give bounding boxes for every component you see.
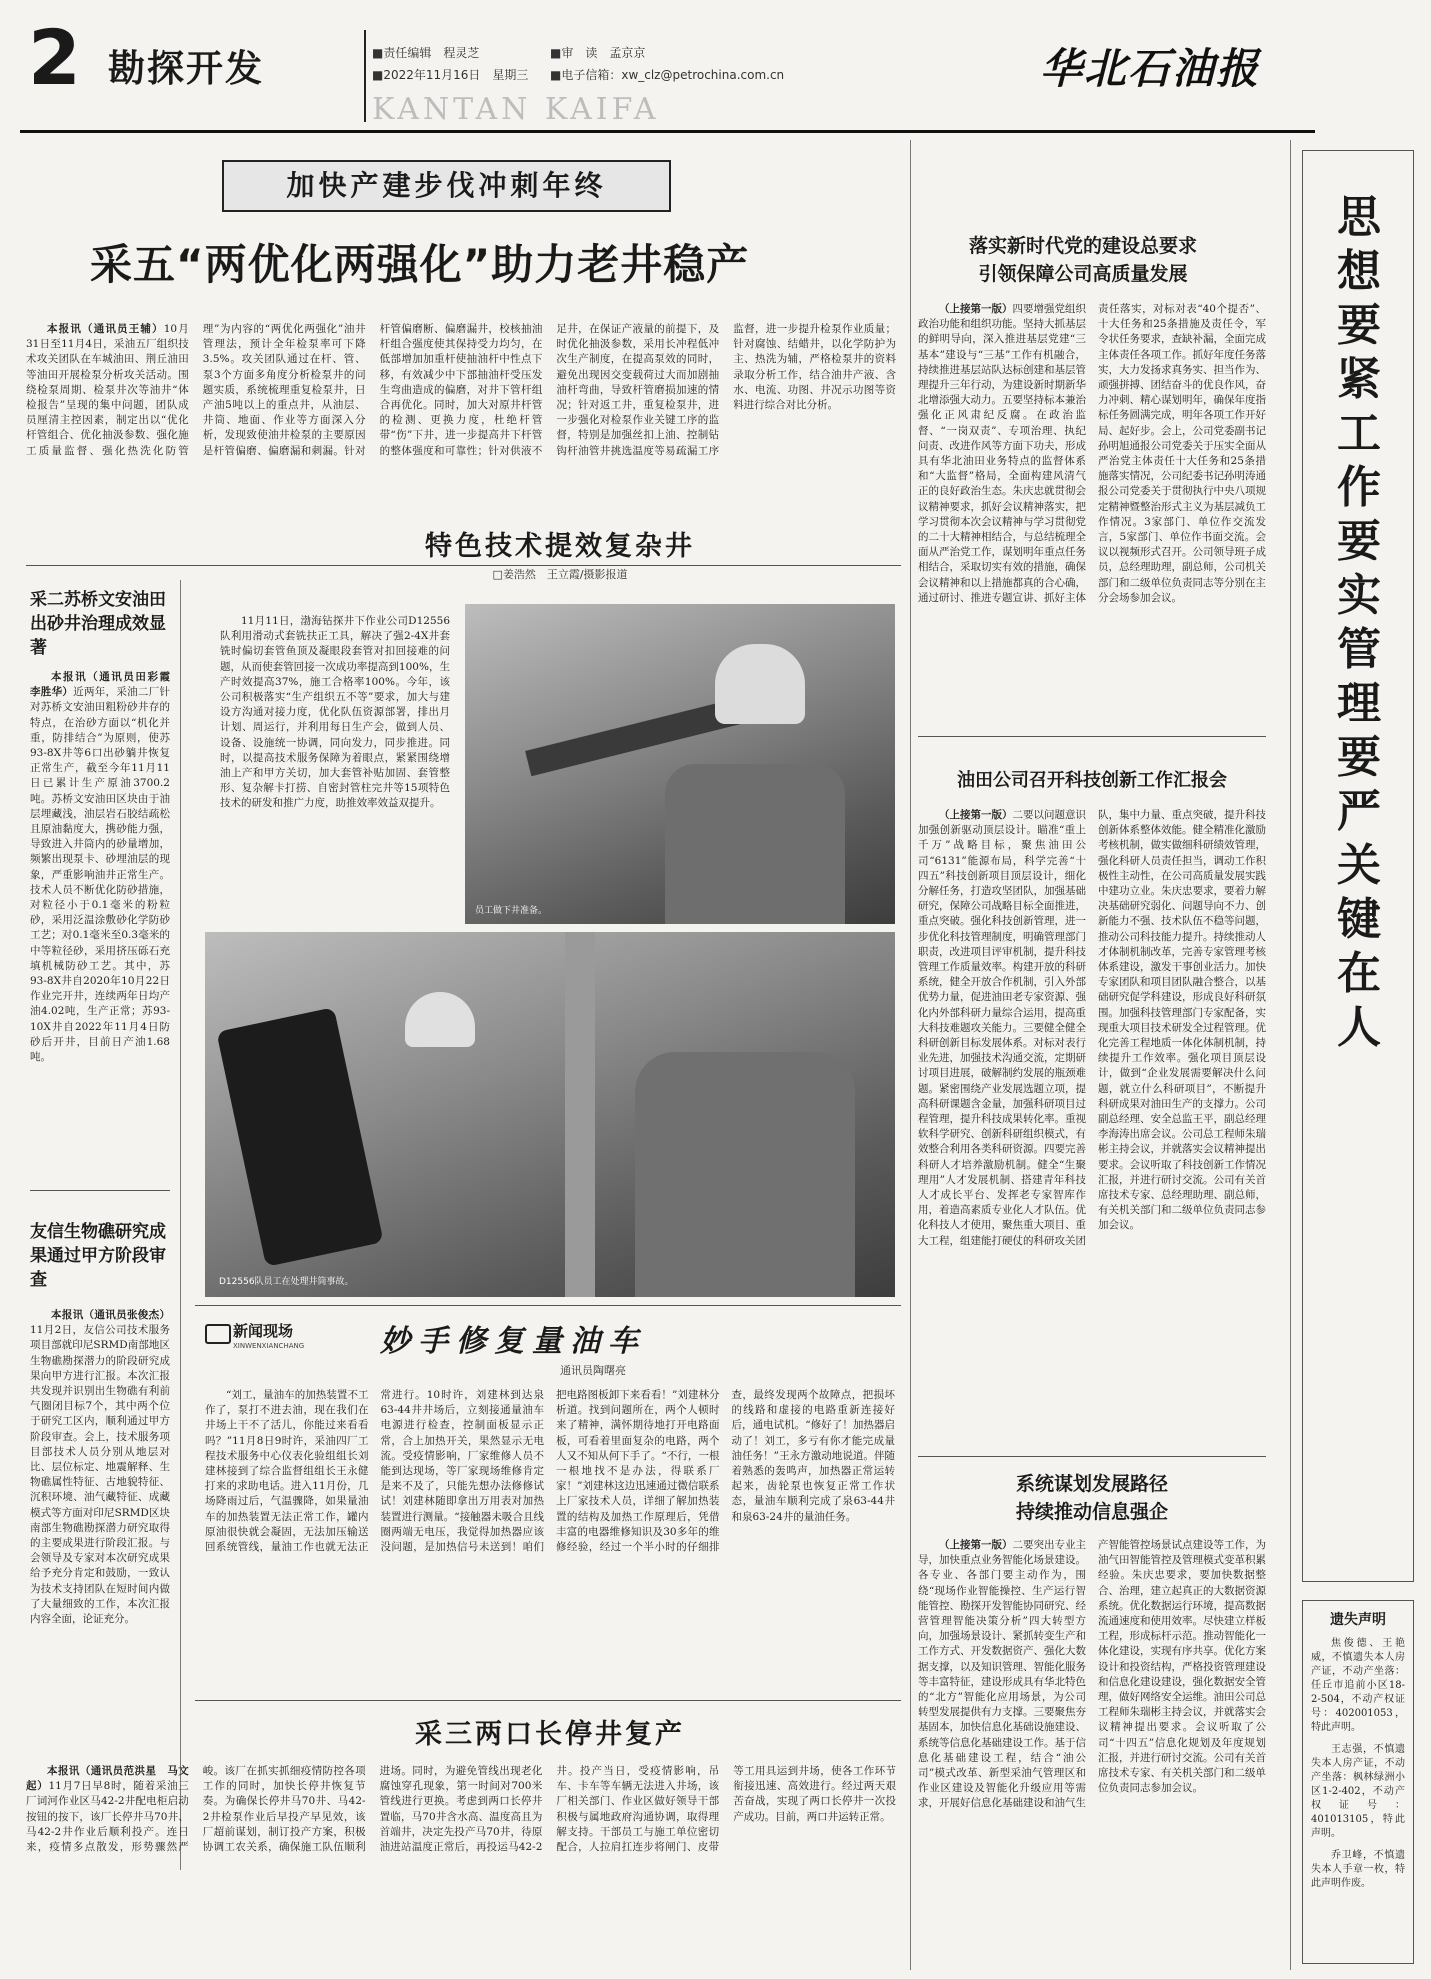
left-story1-lead: 本报讯（通讯员田彩霞 李胜华） [30, 671, 181, 699]
section-title: 勘探开发 [108, 47, 264, 90]
right-story3-body [918, 1538, 1266, 1963]
right-story2-lead: （上接第一版） [939, 809, 1013, 821]
issue-date: ■2022年11月16日 星期三 [372, 68, 529, 82]
right-story1-headline [918, 232, 1248, 288]
left-story2-headline: 友信生物礁研究成果通过甲方阶段审查 [30, 1222, 166, 1290]
notice-box [1302, 1600, 1414, 1964]
photo-crew-handling [205, 932, 895, 1297]
photo-crew-preparing [465, 604, 895, 924]
left-story1-text: 近两年，采油二厂针对苏桥文安油田粗粉砂井存的特点，在治砂方面以“机化并重，防排结合”为原则，使苏93-8X井等6口出砂躺井恢复正常生产，截至今年11月11日已累计生产原油3700.2吨。苏桥文安油田区块由于油层埋藏浅，油层岩石胶结疏松且原油黏度大，携砂能力强，导致进入井筒内的砂量增加，频繁出现泵卡、砂埋油层的现象，严重影响油井正常生产。技术人员不断优化防砂措施，对粒径小于0.1毫米的粉粒砂，采用泛温涂敷砂化学防砂工艺；对0.1毫米至0.3毫米的中等粒径砂，采用挤压砾石充填机械防砂工艺。其中，苏93-8X井自2020年10月22日作业完开井，连续两年日均产油4.02吨，生产正常；苏93-10X井自2022年11月4日防砂后开井，目前日产油1.68吨。 [30, 686, 171, 1064]
right-story2-text: 二要以问题意识加强创新驱动顶层设计。瞄准“重上千万”战略目标，聚焦油田公司“6131”能源布局，科学完善“十四五”科技创新项目顶层设计，细化分解任务，打造攻坚团队，加强基础研究，保障公司战略目标全面推进，重点突破。强化科技创新管理，进一步优化科技管理制度，明确管理部门职责，改进项目评审机制，提升科技管理工作质量效率。构建开放的科研系统，健全开放合作机制，引入外部优势力量，促进油田老专家资源、强化内外部科研力量综合运用，提高重大科技难题攻关能力。三要健全健全科研创新目标发展体系。对标对表行业先进，加强技术沟通交流，定期研讨项目进展，破解制约发展的瓶颈难题。紧密围绕产业发展选题立项，提高科研课题含金量，加强科研项目过程管理，提升科技成果转化率。重视软科学研究、创新科研组织模式，有效整合利用各类科研资源。四要完善科研人才培养激励机制。健全“生聚理用”人才发展机制、搭建青年科技人才成长平台、发挥老专家智库作用，着造高素质专业化人才队伍。优化科技人才使用，聚焦重大项目、重大工程，组建能打硬仗的科研攻关团队，集中力量、重点突破，提升科技创新体系整体效能。健全精准化激励考核机制，做实做细科研绩效管理，强化科研人员责任担当，调动工作积极性主动性，在公司高质量发展实践中建功立业。朱庆忠要求，要着力解决基础研究弱化、问题导向不力、创新能力不强、技术队伍不稳等问题，推动公司科技能力提升。持续推动人才体制机制改革，完善专家管理考核体系建设，激发干事创业活力。加快专家团队和项目团队融合整合，以基础研究促学科建设，形成良好科研氛围。加强科技管理部门专家配备，实现重大项目技术研发全过程管理。优化完善工程地质一体化体制机制，持续提升工作效率。强化项目顶层设计，做到“企业发展需要解决什么问题，就立什么科研项目”，不断提升科研成果对油田生产的支撑力。公司副总经理、安全总监王平，副总经理李海涛出席会议。公司总工程师朱瑞彬主持会议，并就落实会议精神提出要求。会议听取了科技创新工作情况汇报，并进行研讨交流。公司有关首席技术专家、总经理助理、副总师，有关机关部门和二级单位负责同志参加会议。 [918, 809, 1266, 1247]
right-story3-headline-line1: 系统谋划发展路径 [1015, 1473, 1168, 1495]
news-scene-byline: 通讯员陶曙亮 [560, 1364, 626, 1377]
email-info: ■电子信箱：xw_clz@petrochina.com.cn [550, 68, 785, 82]
banner-title: 加快产建步伐冲刺年终 [286, 169, 607, 202]
left-story2-lead: 本报讯（通讯员张俊杰） [51, 1309, 170, 1321]
notice-item: 焦俊德、王艳威，不慎遗失本人房产证，不动产坐落：任丘市追前小区18-2-504，不动产权证号：402001053，特此声明。 [1311, 1638, 1405, 1733]
bottom-story-body [26, 1764, 896, 1964]
news-scene-logo [205, 1318, 315, 1366]
right-story1-body [918, 302, 1266, 720]
right-story1-lead: （上接第一版） [939, 303, 1013, 315]
bottom-story-lead: 本报讯（通讯员范洪星 马文起） [26, 1765, 189, 1793]
photo-story-byline: □姜浩然 王立霞/摄影报道 [492, 568, 628, 581]
news-scene-logo-pinyin: XINWENXIANCHANG [233, 1342, 305, 1350]
page-number: 2 [28, 13, 81, 102]
bottom-story-headline: 采三两口长停井复产 [415, 1719, 685, 1750]
camera-icon [205, 1324, 231, 1344]
main-headline: 采五“两优化两强化”助力老井稳产 [90, 240, 750, 289]
right-story1-headline-line2: 引领保障公司高质量发展 [978, 263, 1188, 285]
main-story-lead: 本报讯（通讯员王辅） [47, 323, 164, 335]
photo-story-text: 11月11日，渤海钻探井下作业公司D12556队利用滑动式套铣扶正工具，解决了强2-4X井套铣时偏切套管鱼顶及凝眼段套管对扣回接难的问题，从而使套管回接一次成功率提高到100%，生产时效提高37%，施工合格率100%。今年，该公司积极落实“生产组织五不等”要求，加大与建设方沟通对接力度，优化队伍资源部署，排出月计划、周运行，并利用每日生产会，做到人员、设备、设施统一协调，同向发力，同步推进。同时，以提高技术服务保障为着眼点，紧紧围绕增油上产和甲方关切，加大套管补贴加固、套管整形、复杂解卡打捞、自密封管柱完井等15项特色技术的研发和推广力度，助推效率效益双提升。 [220, 615, 450, 810]
slogan-box [1302, 150, 1425, 1582]
left-story2-body [30, 1308, 170, 1828]
photo-story-headline: 特色技术提效复杂井 [425, 531, 695, 562]
reviewer-info: ■审 读 孟京京 [550, 46, 646, 60]
editor-info: ■责任编辑 程灵芝 [372, 46, 480, 60]
photo1-caption: 员工做下井准备。 [475, 906, 548, 916]
paper-name-logo: 华北石油报 [1040, 44, 1261, 93]
news-scene-text: “刘工，量油车的加热装置不工作了，泵打不进去油，现在我们在井场上干不了活儿，你能过来看看吗？”11月8日9时许，采油四厂工程技术服务中心仪表化验组组长刘建林接到了综合监督组组长王永健打来的求助电话。进入11月份，几场降雨过后，气温骤降，如果量油车的加热装置无法正常工作，罐内原油很快就会凝固，无法加压输送回系统管线，量油工作也就无法正常进行。10时许，刘建林到达泉63-44井井场后，立刻接通量油车电源进行检查，控制面板显示正常，合上加热开关，果然显示无电流。受疫情影响，厂家维修人员不能到达现场，等厂家现场维修肯定是来不及了，只能先想办法修修试试！刘建林随即拿出万用表对加热装置进行测量。“接触器未吸合且线圈两端无电压，我觉得加热器应该没问题，是加热信号未送到！咱们把电路图板卸下来看看！”刘建林分析道。找到问题所在，两个人顿时来了精神，满怀期待地打开电路面板，可看着里面复杂的电路，两个人又不知从何下手了。“不行，一根一根地找不是办法，得联系厂家！”刘建林这边迅速通过微信联系上厂家技术人员，详细了解加热装置的结构及加热工作原理后，凭借丰富的电器维修知识及30多年的维修经验，经过一个半小时的仔细排查，最终发现两个故障点，把损坏的线路和虚接的电路重新连接好后，通电试机。“修好了！加热器启动了！刘工，多亏有你才能完成量油任务！”王永方激动地说道。伴随着熟悉的轰鸣声，加热器正常运转起来，齿轮泵也恢复正常工作状态，量油车顺利完成了泉63-44井和泉63-24井的量油任务。 [205, 1389, 895, 1554]
masthead [0, 0, 1320, 135]
left-story1-headline: 采二苏桥文安油田出砂井治理成效显著 [30, 590, 166, 658]
right-story3-headline [918, 1470, 1266, 1526]
right-story2-body [918, 808, 1266, 1446]
photo-story-body [220, 614, 450, 924]
banner-box [222, 160, 671, 212]
notice-item: 乔卫峰，不慎遗失本人手章一枚，特此声明作废。 [1311, 1850, 1405, 1889]
right-story1-text: 四要增强党组织政治功能和组织功能。坚持大抓基层的鲜明导向，深入推进基层党建“三基本”建设与“三基”工作有机融合，持续推进基层站队达标创建和基层管理提升三年行动，为建设新时期新华北增添强大动力。五要坚持标本兼治强化正风肃纪反腐。在政治监督、“一岗双责”、专项治理、执纪问责、改进作风等方面下功夫，形成具有华北油田业务特点的监督体系和“大监督”格局，全面构建风清气正的良好政治生态。朱庆忠就贯彻会议精神要求，抓好会议精神落实，把学习贯彻本次会议精神与学习贯彻党的二十大精神相结合，与总结梳理全面从严治党工作，谋划明年重点任务相结合，采取切实有效的措施，确保会议精神和以上措施都真的合心确，通过研讨、推进专题宣讲、抓好主体责任落实，对标对表“40个提否”、十大任务和25条措施及责任令，军令状任务要求，查缺补漏，全面完成主体责任各项工作。抓好年度任务落实，大力发扬求真务实、担当作为、顽强拼搏、团结奋斗的优良作风，奋力冲刺、精心谋划明年，确保年度指标任务圆满完成，明年各项工作开好局、起好步。会上，公司党委副书记孙明旭通报公司党委关于压实全面从严治党主体责任十大任务和25条措施落实情况，公司纪委书记孙明涛通报公司党委关于贯彻执行中央八项规定精神暨整治形式主义为基层减负工作情况。3家部门、单位作交流发言，5家部门、单位作书面交流。会议以视频形式召开。公司领导班子成员，总经理助理，副总师，公司机关部门和二级单位负责同志等分别在主分会场参加会议。 [918, 303, 1266, 604]
left-story2-text: 11月2日，友信公司技术服务项目部就印尼SRMD南部地区生物礁勘探潜力的阶段研究成果向甲方进行汇报。本次汇报共发现并识别出生物礁有利前气圈闭目标7个，其中两个位于研究工区内，顺利通过甲方阶段审查。会上，技术服务项目部技术人员分别从地层对比、层位标定、地震解释、生物礁属性特征、古地貌特征、沉积环境、油气藏特征、成藏模式等方面对印尼SRMD区块南部生物礁勘探潜力研究取得的主要成果进行阶段汇报。与会领导及专家对本次研究成果给予充分肯定和鼓励，一致认为技术支持团队在短时间内做了大量细致的工作，本次汇报内容全面，论证充分。 [30, 1324, 170, 1626]
right-story3-lead: （上接第一版） [939, 1539, 1013, 1551]
notice-title: 遗失声明 [1330, 1612, 1386, 1628]
slogan-text: 思想要紧 工作要实 管理要严 关键在人 [1337, 192, 1425, 1053]
right-story2-headline: 油田公司召开科技创新工作汇报会 [957, 770, 1227, 791]
main-story-text: 10月31日至11月4日，采油五厂组织技术攻关团队在车城油田、荆丘油田等油田开展检泵分析攻关活动。围绕检泵周期、检泵井次等油井“体检报告”呈现的集中问题，团队成员厘清主控因素，制定出以“优化杆管组合、优化抽汲参数、强化施工质量监督、强化热洗化防管理”为内容的“两优化两强化”油井管理法，预计全年检泵率可下降3.5%。攻关团队通过在杆、管、泵3个方面多角度分析检泵井的问题实质，系统梳理重复检泵井，日产油5吨以上的重点井，从油层、井筒、地面、作业等方面深入分析，发现致使油井检泵的主要原因是杆管偏磨、偏磨漏和刺漏。针对杆管偏磨断、偏磨漏井，校核抽油杆组合强度使其保持受力均匀，在低部增加加重杆使抽油杆中性点下移，有效减少中下部抽油杆受压发生弯曲造成的偏磨，对井下管杆组合再优化。同时，加大对原井杆管的检测、更换力度，杜绝杆管带“伤”下井，进一步提高井下杆管的整体强度和可靠性；针对供液不足井，在保证产液量的前提下，及时优化抽汲参数，采用长冲程低冲次生产制度，在提高泵效的同时，避免出现因交变载荷过大而加剧抽油杆弯曲，导致杆管磨损加速的情况；针对返工井，重复检泵井，进一步强化对检泵作业关键工序的监督，特别是加强丝扣上油、控制钻钩杆油管井挑选温度等易疏漏工序监督，进一步提升检泵作业质量；针对腐蚀、结蜡井，以化学防护为主、热洗为辅，严格检泵井的资料录取分析工作，结合油井产液、含水、电流、功图、井况示功图等资料进行综合对比分析。 [26, 323, 896, 457]
right-story3-text: 二要突出专业主导，加快重点业务智能化场景建设。各专业、各部门要主动作为，围绕“现场作业智能操控、生产运行智能管控、勘探开发智能协同研究、经营管理智能决策分析”四大转型方向，加强场景设计、紧抓转变生产和工作方式、开发数据资产、强化大数据支撑，以及知识管理、智能化服务等丰富特征，建设形成具有华北特色的“北方”智能化应用场景，为公司转型发展提供有力支撑。三要聚焦夯基固本，加快信息化基础设施建设、系统等信息化基础建设工作。基于信息化基础建设工程，结合“油公司”模式改革、新型采油气管理区和作业区建设及智能化升级应用等需求，开展好信息化基础建设和油气生产智能管控场景试点建设等工作，为油气田智能管控及管理模式变革积累经验。朱庆忠要求，要加快数据整合、治理，建立起真正的大数据资源系统。优化数据运行环境，提高数据流通速度和使用效率。尽快建立样板工程，形成标杆示范。推动智能化一体化建设，实现有序共享。优化方案设计和投资结构，严格投资管理建设和信息化建设建设，强化数据安全管理，做好网络安全运维。油田公司总工程师朱瑞彬主持会议，并就落实会议精神提出要求。会议听取了公司“十四五”信息化规划及年度规划汇报，并进行研讨交流。公司有关首席技术专家、有关机关部门和二级单位负责同志参加会议。 [918, 1539, 1266, 1810]
photo2-caption: D12556队员工在处理井筒事故。 [219, 1277, 354, 1287]
left-story1-body [30, 670, 181, 1176]
right-story1-headline-line1: 落实新时代党的建设总要求 [968, 235, 1197, 257]
notice-item: 王志强，不慎遗失本人房产证，不动产坐落：枫林绿洲小区1-2-402，不动产权证号：401013105，特此声明。 [1311, 1744, 1405, 1839]
news-scene-body [205, 1388, 895, 1688]
section-pinyin: KANTAN KAIFA [372, 92, 660, 127]
news-scene-logo-cn: 新闻现场 [233, 1322, 294, 1340]
news-scene-headline: 妙手修复量油车 [380, 1324, 646, 1359]
right-story3-headline-line2: 持续推动信息强企 [1015, 1501, 1168, 1523]
bottom-story-text: 11月7日早8时，随着采油三厂词河作业区马42-2井配电柜启动按钮的按下，该厂长停井马70井、马42-2井作业后顺利投产。连日来，疫情多点散发，形势骤然严峻。该厂在抓实抓细疫情防控各项工作的同时，加快长停井恢复节奏。为确保长停井马70井、马42-2井检泵作业后早投产早见效，该厂超前谋划，制订投产方案，积极协调工农关系，确保施工队伍顺利进场。同时，为避免管线出现老化腐蚀穿孔现象，第一时间对700米管线进行更换。考虑到两口长停井置临，马70井含水高、温度高且为首端井，决定先投产马70井，待原油进站温度正常后，再投运马42-2井。投产当日，受疫情影响，吊车、卡车等车辆无法进入井场，该厂相关部门、作业区做好领导干部积极与属地政府沟通协调，取得理解支持。干部员工与施工单位密切配合，人拉肩扛连步将闸门、皮带等工用具运到井场，使各工作环节衔接迅速、高效进行。经过两天艰苦奋战，实现了两口长停井一次投产成功。目前，两口井运转正常。 [26, 1765, 896, 1854]
